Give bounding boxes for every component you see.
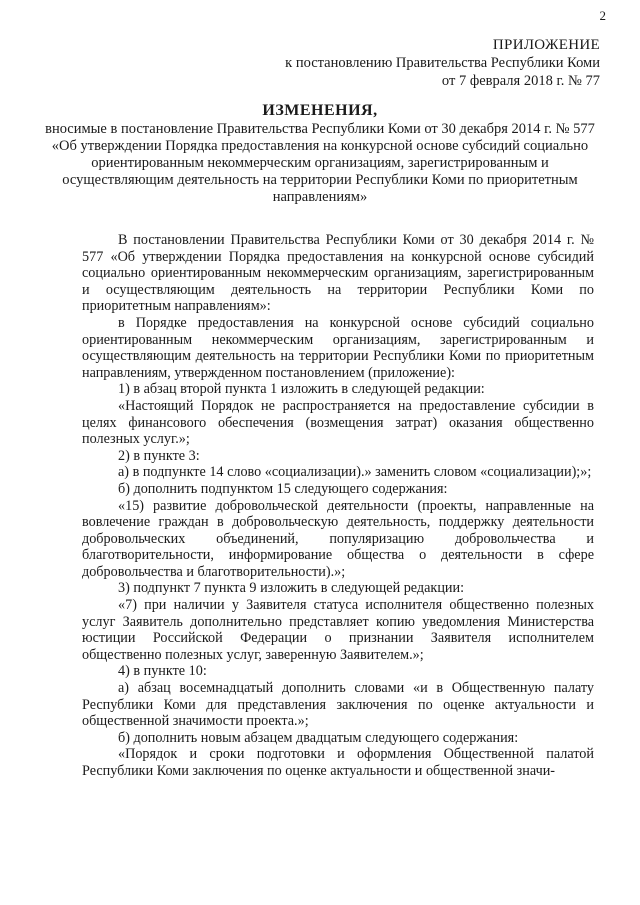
paragraph: 4) в пункте 10: xyxy=(118,663,207,680)
paragraph: «7) при наличии у Заявителя статуса исполнителя общественно полезных услуг Заявитель дополнительно представляет копию уведомления Министерства юстиции Российской Федерации о признании Заявителя исполнителем общественно полезных услуг, заверенную Заявителем.»; xyxy=(82,597,594,663)
paragraph: 2) в пункте 3: xyxy=(118,447,200,464)
paragraph: в Порядке предоставления на конкурсной основе субсидий социально ориентированным некоммерческим организациям, зарегистрированным и осуществляющим деятельность на территории Республики Коми по приоритетным направлениям, утвержденном постановлением (приложение): xyxy=(82,314,594,381)
paragraph: б) дополнить новым абзацем двадцатым следующего содержания: xyxy=(118,729,519,746)
paragraph: а) абзац восемнадцатый дополнить словами «и в Общественную палату Республики Коми для представления заключения по оценке актуальности и общественной значимости проекта.»; xyxy=(82,680,594,730)
heading-subtitle: вносимые в постановление Правительства Республики Коми от 30 декабря 2014 г. № 577 «Об утверждении Порядка предоставления на конкурсной основе субсидий социально ориентированным некоммерческим организациям, зарегистрированным и осуществляющим деятельность на территории Республики Коми по приоритетным направлениям» xyxy=(45,121,595,205)
paragraph: 1) в абзац второй пункта 1 изложить в следующей редакции: xyxy=(118,381,485,398)
document-body xyxy=(82,232,594,780)
paragraph: «Порядок и сроки подготовки и оформления Общественной палатой Республики Коми заключения по оценке актуальности и общественной значи- xyxy=(82,746,594,779)
heading-title: ИЗМЕНЕНИЯ, xyxy=(262,102,378,119)
document-heading xyxy=(40,102,600,206)
paragraph: а) в подпункте 14 слово «социализации).» заменить словом «социализации);»; xyxy=(118,464,592,481)
paragraph: «Настоящий Порядок не распространяется на предоставление субсидии в целях финансового обеспечения (возмещения затрат) оказания общественно полезных услуг.»; xyxy=(82,397,594,448)
paragraph: 3) подпункт 7 пункта 9 изложить в следующей редакции: xyxy=(118,580,465,597)
appendix-title: ПРИЛОЖЕНИЕ xyxy=(492,37,600,53)
appendix-line: от 7 февраля 2018 г. № 77 xyxy=(441,73,600,89)
paragraph: б) дополнить подпунктом 15 следующего содержания: xyxy=(118,480,448,497)
paragraph: «15) развитие добровольческой деятельности (проекты, направленные на вовлечение граждан в добровольческую деятельность, поддержку деятельности добровольческих объединений, популяризацию добровольчества и благотворительности, информирование общества о деятельности в сфере добровольчества и благотворительности).»; xyxy=(82,497,594,580)
paragraph: В постановлении Правительства Республики Коми от 30 декабря 2014 г. № 577 «Об утверждении Порядка предоставления на конкурсной основе субсидий социально ориентированным некоммерческим организациям, зарегистрированным и осуществляющим деятельность на территории Республики Коми по приоритетным направлениям»: xyxy=(82,232,594,315)
page-number: 2 xyxy=(599,8,606,23)
appendix-block xyxy=(285,36,600,90)
appendix-line: к постановлению Правительства Республики Коми xyxy=(285,55,600,71)
